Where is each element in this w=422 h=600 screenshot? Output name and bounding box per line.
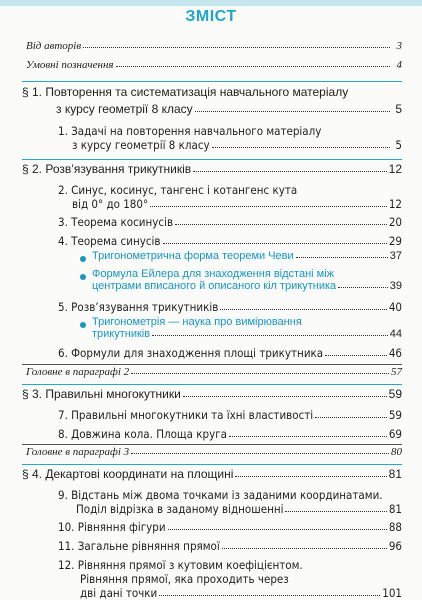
entry-title: Головне в параграфі 2 — [26, 366, 130, 378]
dot-leader — [150, 206, 387, 207]
entry-title-line2: з курсу геометрії 8 класу — [72, 138, 210, 152]
divider — [22, 444, 402, 445]
section-3-heading[interactable] — [22, 387, 402, 401]
entry-page: 96 — [388, 539, 402, 553]
entry-page: 37 — [389, 250, 402, 262]
dot-leader — [338, 287, 388, 288]
dot-leader — [131, 373, 389, 374]
toc-entry-authors[interactable] — [26, 40, 402, 52]
dot-leader — [116, 66, 390, 67]
bullet-icon — [80, 322, 86, 328]
entry-page: 12 — [388, 197, 402, 211]
entry-title-line1: 12. Рівняння прямої з кутовим коефіцієнтом. — [58, 558, 303, 572]
toc-entry-3[interactable] — [58, 215, 402, 229]
toc-entry-6[interactable] — [58, 346, 402, 360]
toc-entry-main-2[interactable] — [26, 366, 402, 378]
subentry-title-line1: Формула Ейлера для знаходження відстані між — [92, 268, 335, 280]
section-divider — [22, 159, 402, 160]
entry-title: 4. Теорема синусів — [58, 234, 161, 248]
section-divider — [22, 81, 402, 82]
section-1-heading-cont[interactable] — [56, 102, 402, 116]
entry-page: 88 — [388, 520, 402, 534]
dot-leader — [296, 257, 388, 258]
entry-title-line1: 1. Задачі на повторення навчального матеріалу — [58, 124, 322, 138]
toc-entry-7[interactable] — [58, 408, 402, 422]
entry-page: 3 — [396, 40, 402, 52]
section-page: 5 — [395, 102, 402, 116]
dot-leader — [159, 595, 380, 596]
section-page: 59 — [388, 387, 402, 401]
section-divider — [22, 464, 402, 465]
toc-entry-12[interactable] — [58, 558, 402, 600]
dot-leader — [325, 355, 387, 356]
page-title: ЗМІСТ — [185, 8, 237, 25]
entry-page: 44 — [389, 328, 402, 340]
entry-title: 7. Правильні многокутники та їхні властивості — [58, 408, 314, 422]
toc-entry-10[interactable] — [58, 520, 402, 534]
subentry-title: Тригонометрична форма теореми Чеви — [92, 250, 294, 262]
entry-title: 8. Довжина кола. Площа круга — [58, 427, 228, 441]
section-title: § 2. Розв’язування трикутників — [22, 162, 192, 176]
toc-entry-5[interactable] — [58, 300, 402, 314]
entry-page: 5 — [395, 138, 402, 152]
entry-page: 81 — [388, 502, 402, 516]
section-title-line1: § 1. Повторення та систематизація навчального матеріалу — [22, 85, 349, 99]
dot-leader — [195, 111, 390, 112]
toc-entry-8[interactable] — [58, 427, 402, 441]
toc-subentry-ceva[interactable] — [92, 250, 402, 262]
subentry-title-line2: центрами вписаного й описаного кіл трикутника — [92, 280, 337, 292]
subentry-title-line2: трикутників — [92, 328, 151, 340]
dot-leader — [163, 243, 387, 244]
bullet-icon — [80, 274, 86, 280]
toc-entry-11[interactable] — [58, 539, 402, 553]
entry-title: 3. Теорема косинусів — [58, 215, 174, 229]
dot-leader — [285, 511, 386, 512]
section-page: 81 — [388, 467, 402, 481]
entry-title: Головне в параграфі 3 — [26, 446, 130, 458]
entry-title-line1: 2. Синус, косинус, тангенс і котангенс кута — [58, 183, 298, 197]
dot-leader — [193, 171, 386, 172]
entry-title-line2: від 0° до 180° — [72, 197, 149, 211]
subentry-title-line1: Тригонометрія — наука про вимірювання — [92, 316, 302, 328]
entry-title: 6. Формули для знаходження площі трикутника — [58, 346, 324, 360]
entry-page: 4 — [396, 59, 402, 71]
dot-leader — [315, 417, 387, 418]
entry-title-line1: 9. Відстань між двома точками із заданими координатами. — [58, 488, 383, 502]
entry-page: 29 — [388, 234, 402, 248]
dot-leader — [183, 396, 387, 397]
dot-leader — [152, 335, 388, 336]
entry-page: 40 — [388, 300, 402, 314]
entry-title: 11. Загальне рівняння прямої — [58, 539, 220, 553]
dot-leader — [229, 436, 387, 437]
dot-leader — [222, 548, 387, 549]
entry-title: 5. Розв’язування трикутників — [58, 300, 219, 314]
toc-subentry-trig[interactable] — [92, 316, 402, 340]
dot-leader — [175, 224, 387, 225]
entry-title-line2: Поділ відрізка в заданому відношенні — [76, 502, 284, 516]
entry-page: 57 — [391, 366, 402, 378]
toc-entry-9[interactable] — [58, 488, 402, 516]
entry-title: 10. Рівняння фігури — [58, 520, 166, 534]
entry-page: 69 — [388, 427, 402, 441]
toc-entry-legend[interactable] — [26, 59, 402, 71]
section-divider — [22, 384, 402, 385]
section-title-line2: з курсу геометрії 8 класу — [56, 102, 193, 116]
dot-leader — [212, 147, 390, 148]
toc-entry-main-3[interactable] — [26, 446, 402, 458]
dot-leader — [131, 453, 389, 454]
dot-leader — [83, 47, 390, 48]
entry-page: 101 — [382, 586, 402, 600]
section-title: § 3. Правильні многокутники — [22, 387, 181, 401]
entry-page: 46 — [388, 346, 402, 360]
section-title: § 4. Декартові координати на площині — [22, 467, 234, 481]
dot-leader — [235, 476, 386, 477]
entry-title: Умовні позначення — [26, 59, 114, 71]
section-1-heading[interactable] — [22, 85, 398, 99]
entry-title-line3: дві дані точки — [80, 586, 158, 600]
toc-entry-4[interactable] — [58, 234, 402, 248]
dot-leader — [220, 309, 386, 310]
entry-page: 59 — [388, 408, 402, 422]
entry-title-line2: Рівняння прямої, яка проходить через — [80, 572, 289, 586]
entry-page: 80 — [391, 446, 402, 458]
entry-page: 39 — [389, 280, 402, 292]
toc-entry-1[interactable] — [58, 124, 402, 152]
toc-entry-2[interactable] — [58, 183, 402, 211]
section-4-heading[interactable] — [22, 467, 402, 481]
dot-leader — [168, 529, 387, 530]
section-page: 12 — [388, 162, 402, 176]
section-2-heading[interactable] — [22, 162, 402, 176]
entry-page: 20 — [388, 215, 402, 229]
bullet-icon — [80, 256, 86, 262]
divider — [22, 364, 402, 365]
toc-subentry-euler[interactable] — [92, 268, 402, 292]
entry-title: Від авторів — [26, 40, 82, 52]
